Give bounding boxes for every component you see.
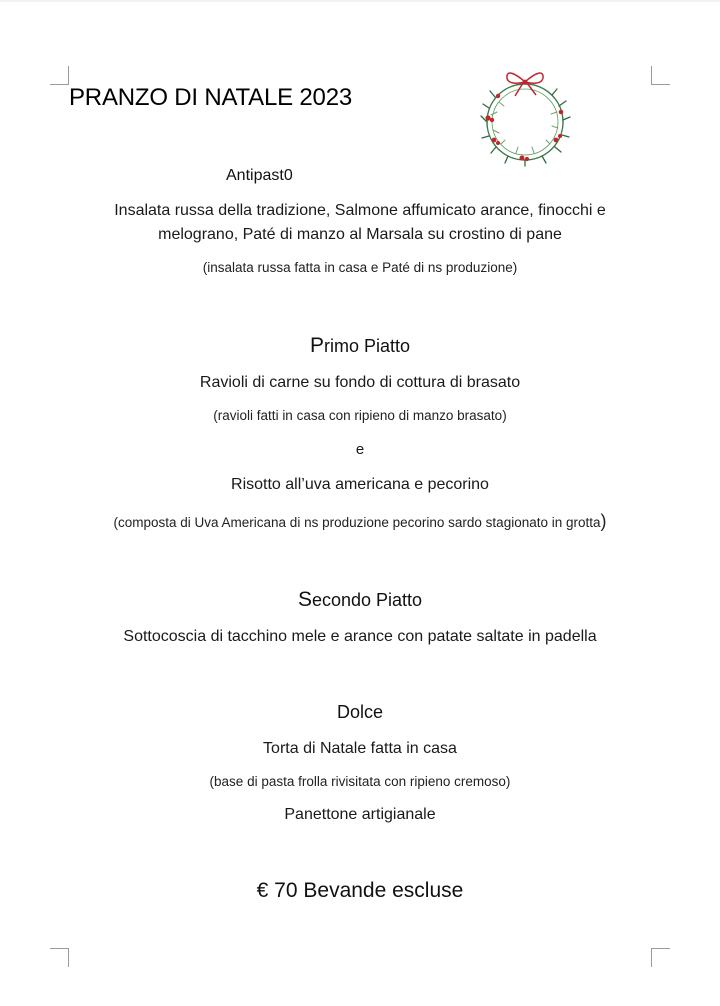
primo-heading-initial: P <box>309 334 324 357</box>
primo-conjunction: e <box>355 441 365 458</box>
crop-mark-bottom-left <box>50 948 69 967</box>
crop-mark-bottom-right <box>651 948 670 967</box>
primo-dish-2: Risotto all’uva americana e pecorino <box>231 476 489 493</box>
menu-price: € 70 Bevande escluse <box>256 879 464 902</box>
crop-mark-top-left <box>50 66 69 85</box>
primo-note-2-text: (composta di Uva Americana di ns produzione pecorino sardo stagionato in grotta <box>113 515 601 530</box>
primo-dish-1: Ravioli di carne su fondo di cottura di brasato <box>199 374 521 391</box>
dolce-dish-1: Torta di Natale fatta in casa <box>263 740 457 757</box>
primo-note-2-close: ) <box>600 511 607 531</box>
crop-mark-top-right <box>651 66 670 85</box>
antipasti-note: (insalata russa fatta in casa e Paté di ns produzione) <box>202 260 518 275</box>
christmas-wreath-icon <box>470 60 580 170</box>
secondo-heading-rest: econdo Piatto <box>311 590 423 610</box>
secondo-heading <box>0 588 720 612</box>
dolce-heading: Dolce <box>336 702 384 722</box>
top-edge <box>0 0 720 2</box>
antipasti-dish-line-1: Insalata russa della tradizione, Salmone affumicato arance, finocchi e <box>114 202 606 219</box>
dolce-note-1: (base di pasta frolla rivisitata con ripieno cremoso) <box>209 774 511 789</box>
primo-note-1: (ravioli fatti in casa con ripieno di manzo brasato) <box>213 408 507 423</box>
primo-note-2 <box>0 511 720 532</box>
antipasti-dish-line-2: melograno, Paté di manzo al Marsala su crostino di pane <box>158 226 562 243</box>
secondo-dish: Sottocoscia di tacchino mele e arance con patate saltate in padella <box>123 628 597 645</box>
primo-heading <box>0 334 720 358</box>
antipasti-heading: Antipast0 <box>226 167 293 184</box>
dolce-dish-2: Panettone artigianale <box>284 806 436 823</box>
primo-heading-rest: rimo Piatto <box>323 336 411 356</box>
secondo-heading-initial: S <box>297 588 312 611</box>
menu-title: PRANZO DI NATALE 2023 <box>69 84 353 111</box>
